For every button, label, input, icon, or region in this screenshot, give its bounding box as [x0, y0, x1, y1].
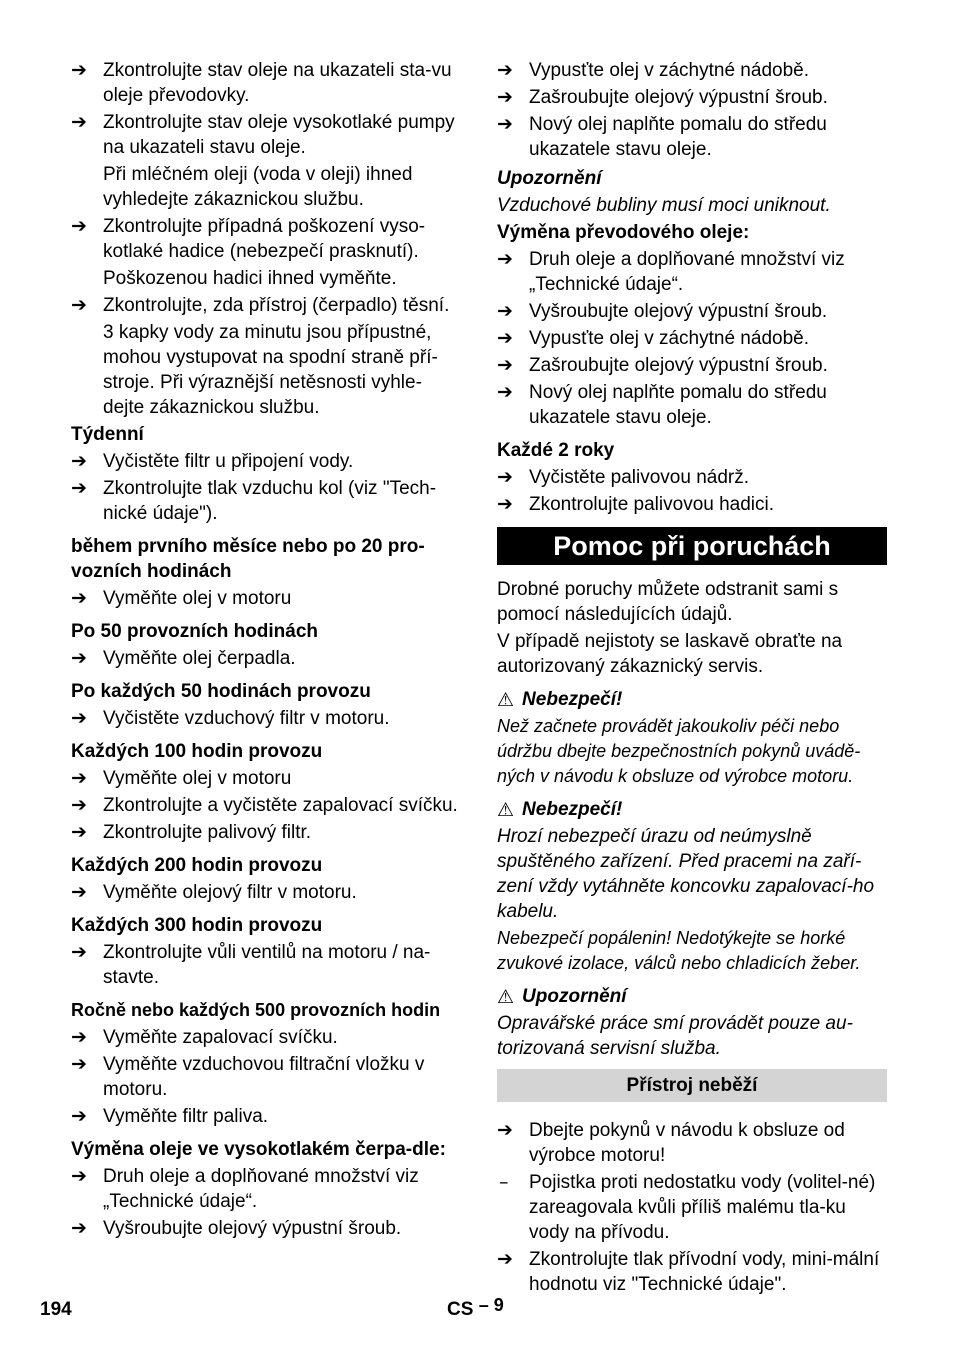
- danger-text-2b: Nebezpečí popálenin! Nedotýkejte se horké zvukové izolace, válců nebo chladicích žeber.: [497, 928, 861, 973]
- notice-text-2: Opravářské práce smí provádět pouze au-torizovaná servisní služba.: [497, 1013, 853, 1059]
- arrow-right-icon: ➔: [71, 707, 87, 729]
- arrow-right-icon: ➔: [71, 59, 87, 81]
- list-item-text: Zkontrolujte a vyčistěte zapalovací svíčku.: [103, 795, 458, 816]
- danger-heading-2: [497, 797, 887, 822]
- arrow-right-icon: ➔: [71, 587, 87, 609]
- danger-label-2: Nebezpečí!: [522, 799, 623, 820]
- arrow-right-icon: ➔: [497, 300, 513, 322]
- list-item: [71, 880, 459, 905]
- arrow-right-icon: ➔: [497, 1119, 513, 1141]
- danger-heading-1: [497, 687, 887, 712]
- arrow-right-icon: ➔: [497, 86, 513, 108]
- list-item: [497, 380, 887, 430]
- list-item-text: Vyměňte olej v motoru: [103, 768, 292, 789]
- list-item-text: Vyměňte olejový filtr v motoru.: [103, 882, 357, 903]
- list-item: [497, 1118, 887, 1168]
- list-item: [497, 1247, 887, 1297]
- notice-label-2: Upozornění: [522, 986, 627, 1007]
- danger-label-1: Nebezpečí!: [522, 689, 623, 710]
- arrow-right-icon: ➔: [497, 1248, 513, 1270]
- arrow-right-icon: ➔: [71, 941, 87, 963]
- list-item: [71, 1104, 459, 1129]
- arrow-right-icon: ➔: [71, 1105, 87, 1127]
- list-item-text: Dbejte pokynů v návodu k obsluze od výrobce motoru!: [529, 1120, 845, 1166]
- arrow-right-icon: ➔: [71, 821, 87, 843]
- list-item: [497, 465, 887, 490]
- warning-triangle-icon: ⚠: [497, 689, 515, 711]
- arrow-right-icon: ➔: [497, 381, 513, 403]
- warning-triangle-icon: ⚠: [497, 986, 515, 1008]
- list-item-text: Zkontrolujte, zda přístroj (čerpadlo) těsní.: [103, 295, 450, 316]
- list-item-text: Zašroubujte olejový výpustní šroub.: [529, 355, 828, 376]
- check-list: [71, 58, 459, 420]
- heading-gear-oil: Výměna převodového oleje:: [497, 222, 750, 243]
- arrow-right-icon: ➔: [497, 466, 513, 488]
- heading-every-200-hours: Každých 200 hodin provozu: [71, 855, 323, 876]
- every-300-list: [71, 940, 459, 990]
- list-item: [71, 586, 459, 611]
- list-item: [71, 214, 459, 264]
- intro-text-1: Drobné poruchy můžete odstranit sami s pomocí následujících údajů.: [497, 579, 839, 625]
- list-item: [71, 476, 459, 526]
- yearly-list: [71, 1025, 459, 1129]
- list-item-text: Zkontrolujte vůli ventilů na motoru / na-stavte.: [103, 942, 431, 988]
- list-item: [497, 247, 887, 297]
- list-item: [71, 293, 459, 318]
- list-item: [497, 353, 887, 378]
- heading-first-month: během prvního měsíce nebo po 20 pro-vozních hodinách: [71, 536, 425, 582]
- section-title-troubleshooting: Pomoc při poruchách: [497, 527, 887, 565]
- arrow-right-icon: ➔: [71, 215, 87, 237]
- list-item-text: Vyčistěte palivovou nádrž.: [529, 467, 750, 488]
- list-item: [497, 58, 887, 83]
- arrow-right-icon: ➔: [497, 248, 513, 270]
- heading-every-2-years: Každé 2 roky: [497, 440, 615, 461]
- arrow-right-icon: ➔: [497, 354, 513, 376]
- list-item-text: Pojistka proti nedostatku vody (volitel-né) zareagovala kvůli příliš malému tla-ku vody na přívodu.: [529, 1172, 876, 1243]
- arrow-right-icon: ➔: [71, 647, 87, 669]
- heading-50-hours: Po 50 provozních hodinách: [71, 621, 319, 642]
- list-item-text: Zkontrolujte palivový filtr.: [103, 822, 312, 843]
- list-item: [71, 1052, 459, 1102]
- page-number: 194: [40, 1299, 72, 1320]
- list-item-text: Zkontrolujte tlak vzduchu kol (viz "Tech-nické údaje").: [103, 478, 437, 524]
- list-item-text: Zkontrolujte palivovou hadici.: [529, 494, 775, 515]
- list-item: [71, 1025, 459, 1050]
- every-100-list: [71, 766, 459, 845]
- list-item-text: Vyměňte filtr paliva.: [103, 1106, 269, 1127]
- list-item: [71, 449, 459, 474]
- arrow-right-icon: ➔: [71, 767, 87, 789]
- list-item-text: Vyměňte zapalovací svíčku.: [103, 1027, 338, 1048]
- danger-text-2: Hrozí nebezpečí úrazu od neúmyslně spuštěného zařízení. Před pracemi na zaří-zení vždy vytáhněte koncovku zapalovací-ho kabelu.: [497, 826, 875, 922]
- list-item-text: Vyšroubujte olejový výpustní šroub.: [529, 301, 828, 322]
- oil-drain-list: [497, 58, 887, 162]
- list-item: [71, 1164, 459, 1214]
- oil-change-hp-list: [71, 1164, 459, 1241]
- list-item: [71, 940, 459, 990]
- arrow-right-icon: ➔: [71, 1165, 87, 1187]
- list-item: [497, 299, 887, 324]
- language-code: CS: [447, 1299, 474, 1320]
- list-item-text: Vypusťte olej v záchytné nádobě.: [529, 328, 809, 349]
- list-item: [71, 706, 459, 731]
- list-item-text: Vyčistěte filtr u připojení vody.: [103, 451, 354, 472]
- list-item-text: Druh oleje a doplňované množství viz „Technické údaje“.: [529, 249, 845, 295]
- list-item-note: 3 kapky vody za minutu jsou přípustné, mohou vystupovat na spodní straně pří-stroje. Při výraznější netěsnosti vyhle-dejte zákaznickou službu.: [103, 322, 438, 418]
- list-item-text: Zkontrolujte tlak přívodní vody, mini-mální hodnotu viz "Technické údaje".: [529, 1249, 880, 1295]
- list-item: [71, 646, 459, 671]
- arrow-right-icon: ➔: [71, 1217, 87, 1239]
- intro-text-2: V případě nejistoty se laskavě obraťte na autorizovaný zákaznický servis.: [497, 631, 843, 677]
- list-item-note: Poškozenou hadici ihned vyměňte.: [103, 268, 397, 289]
- section-page: – 9: [478, 1295, 504, 1315]
- first-month-list: [71, 586, 459, 611]
- arrow-right-icon: ➔: [71, 1026, 87, 1048]
- list-item-text: Zašroubujte olejový výpustní šroub.: [529, 87, 828, 108]
- heading-every-50-hours: Po každých 50 hodinách provozu: [71, 681, 371, 702]
- list-item-text: Druh oleje a doplňované množství viz „Technické údaje“.: [103, 1166, 419, 1212]
- list-item-text: Vypusťte olej v záchytné nádobě.: [529, 60, 809, 81]
- list-item: [71, 58, 459, 108]
- list-item-text: Vyměňte vzduchovou filtrační vložku v motoru.: [103, 1054, 425, 1100]
- list-item: [71, 1216, 459, 1241]
- list-item-text: Nový olej naplňte pomalu do středu ukazatele stavu oleje.: [529, 114, 827, 160]
- list-item: [497, 326, 887, 351]
- notice-heading-2: [497, 984, 887, 1009]
- arrow-right-icon: ➔: [71, 477, 87, 499]
- warning-triangle-icon: ⚠: [497, 799, 515, 821]
- arrow-right-icon: ➔: [497, 493, 513, 515]
- list-item-text: Zkontrolujte případná poškození vyso-kotlaké hadice (nebezpečí prasknutí).: [103, 216, 426, 262]
- heading-oil-change-hp-pump: Výměna oleje ve vysokotlakém čerpa-dle:: [71, 1139, 446, 1160]
- notice-text: Vzduchové bubliny musí moci uniknout.: [497, 195, 831, 216]
- danger-text-1: Než začnete provádět jakoukoliv péči nebo údržbu dbejte bezpečnostních pokynů uvádě-ných v návodu k obsluze od výrobce motoru.: [497, 716, 861, 786]
- list-item: [497, 1170, 887, 1245]
- dash-bullet: –: [499, 1171, 509, 1193]
- footer-page-ref: [447, 1297, 504, 1322]
- arrow-right-icon: ➔: [71, 794, 87, 816]
- every-200-list: [71, 880, 459, 905]
- left-column: [71, 58, 459, 1243]
- right-column: [497, 58, 887, 1299]
- list-item-text: Vyměňte olej čerpadla.: [103, 648, 296, 669]
- list-item: [71, 766, 459, 791]
- list-item-text: Zkontrolujte stav oleje vysokotlaké pumpy na ukazateli stavu oleje.: [103, 112, 455, 158]
- arrow-right-icon: ➔: [71, 881, 87, 903]
- notice-label: Upozornění: [497, 168, 602, 189]
- gear-oil-list: [497, 247, 887, 430]
- arrow-right-icon: ➔: [71, 450, 87, 472]
- arrow-right-icon: ➔: [71, 1053, 87, 1075]
- list-item-note: Při mléčném oleji (voda v oleji) ihned vyhledejte zákaznickou službu.: [103, 164, 413, 210]
- heading-every-100-hours: Každých 100 hodin provozu: [71, 741, 323, 762]
- list-item: [71, 820, 459, 845]
- list-item: [71, 110, 459, 160]
- list-item: [71, 793, 459, 818]
- 50-hours-list: [71, 646, 459, 671]
- heading-weekly: Týdenní: [71, 424, 144, 445]
- every-50-list: [71, 706, 459, 731]
- every-2-years-list: [497, 465, 887, 517]
- arrow-right-icon: ➔: [71, 111, 87, 133]
- list-item-text: Vyčistěte vzduchový filtr v motoru.: [103, 708, 390, 729]
- list-item: [497, 492, 887, 517]
- list-item: [497, 85, 887, 110]
- arrow-right-icon: ➔: [497, 59, 513, 81]
- subsection-title-device-not-running: Přístroj neběží: [497, 1069, 887, 1102]
- arrow-right-icon: ➔: [497, 113, 513, 135]
- weekly-list: [71, 449, 459, 526]
- list-item-text: Nový olej naplňte pomalu do středu ukazatele stavu oleje.: [529, 382, 827, 428]
- heading-every-300-hours: Každých 300 hodin provozu: [71, 915, 323, 936]
- list-item-text: Zkontrolujte stav oleje na ukazateli sta-vu oleje převodovky.: [103, 60, 452, 106]
- heading-yearly: Ročně nebo každých 500 provozních hodin: [71, 1000, 441, 1020]
- list-item-text: Vyměňte olej v motoru: [103, 588, 292, 609]
- arrow-right-icon: ➔: [71, 294, 87, 316]
- list-item: [497, 112, 887, 162]
- arrow-right-icon: ➔: [497, 327, 513, 349]
- list-item-text: Vyšroubujte olejový výpustní šroub.: [103, 1218, 402, 1239]
